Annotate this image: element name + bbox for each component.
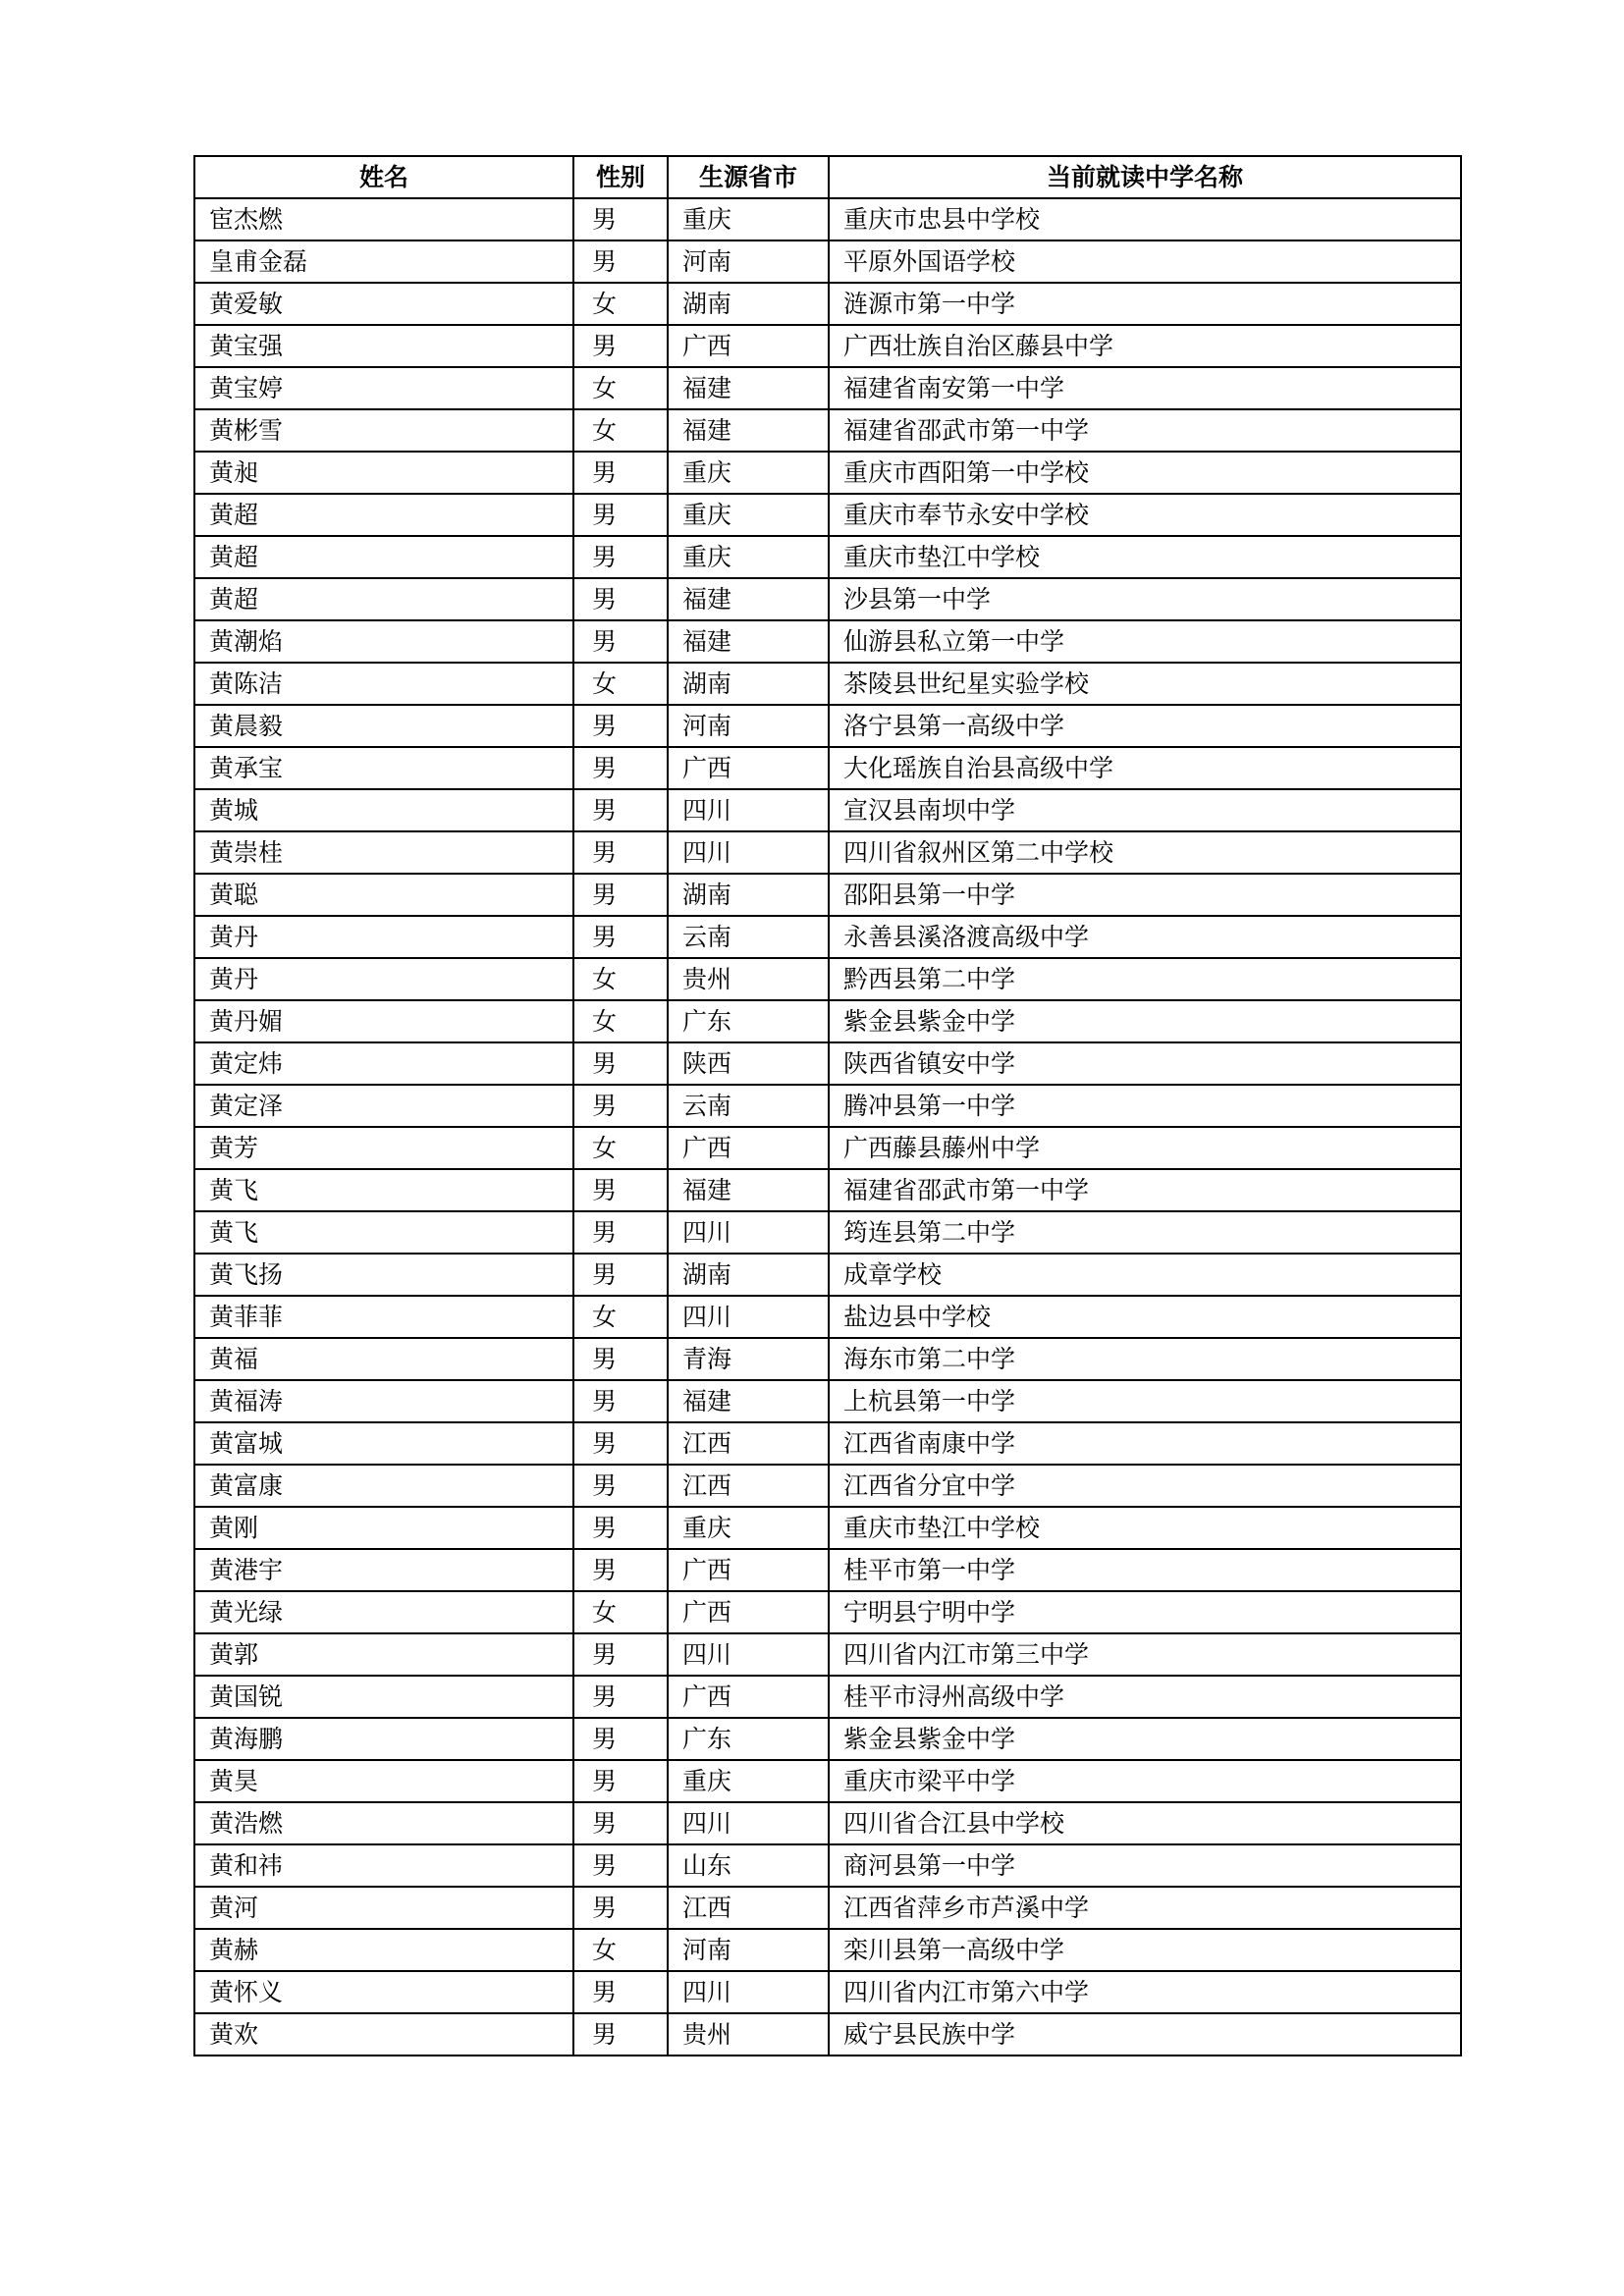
- cell-gender: 男: [573, 1633, 668, 1676]
- table-row: [194, 1465, 1461, 1507]
- table-row: [194, 198, 1461, 240]
- cell-name: 皇甫金磊: [194, 240, 573, 283]
- cell-gender: 男: [573, 1465, 668, 1507]
- cell-gender: 男: [573, 1676, 668, 1718]
- cell-province: 湖南: [668, 874, 829, 916]
- cell-gender: 男: [573, 1549, 668, 1591]
- cell-gender: 男: [573, 1338, 668, 1380]
- table-row: [194, 1718, 1461, 1760]
- cell-school: 桂平市浔州高级中学: [829, 1676, 1461, 1718]
- cell-province: 四川: [668, 789, 829, 831]
- cell-province: 重庆: [668, 494, 829, 536]
- cell-province: 湖南: [668, 1254, 829, 1296]
- table-row: [194, 494, 1461, 536]
- header-gender: 性别: [573, 156, 668, 198]
- cell-name: 黄爱敏: [194, 283, 573, 325]
- cell-gender: 女: [573, 1000, 668, 1042]
- cell-province: 四川: [668, 1971, 829, 2013]
- table-row: [194, 1338, 1461, 1380]
- cell-gender: 男: [573, 494, 668, 536]
- cell-gender: 女: [573, 409, 668, 452]
- cell-province: 福建: [668, 578, 829, 620]
- cell-province: 重庆: [668, 1507, 829, 1549]
- cell-gender: 女: [573, 283, 668, 325]
- cell-name: 黄承宝: [194, 747, 573, 789]
- table-row: [194, 747, 1461, 789]
- cell-name: 黄富康: [194, 1465, 573, 1507]
- cell-school: 涟源市第一中学: [829, 283, 1461, 325]
- cell-school: 大化瑶族自治县高级中学: [829, 747, 1461, 789]
- table-row: [194, 1000, 1461, 1042]
- cell-school: 重庆市奉节永安中学校: [829, 494, 1461, 536]
- cell-province: 广东: [668, 1000, 829, 1042]
- cell-name: 黄菲菲: [194, 1296, 573, 1338]
- cell-province: 云南: [668, 916, 829, 958]
- cell-school: 福建省邵武市第一中学: [829, 409, 1461, 452]
- table-row: [194, 958, 1461, 1000]
- table-row: [194, 1169, 1461, 1211]
- table-row: [194, 1127, 1461, 1169]
- cell-name: 黄郭: [194, 1633, 573, 1676]
- cell-school: 邵阳县第一中学: [829, 874, 1461, 916]
- table-row: [194, 620, 1461, 663]
- cell-school: 商河县第一中学: [829, 1844, 1461, 1887]
- cell-province: 广西: [668, 1549, 829, 1591]
- table-row: [194, 1929, 1461, 1971]
- cell-gender: 男: [573, 1380, 668, 1422]
- cell-gender: 女: [573, 1127, 668, 1169]
- cell-name: 黄超: [194, 578, 573, 620]
- cell-province: 江西: [668, 1887, 829, 1929]
- cell-name: 黄国锐: [194, 1676, 573, 1718]
- cell-province: 江西: [668, 1465, 829, 1507]
- cell-gender: 男: [573, 1887, 668, 1929]
- cell-name: 黄海鹏: [194, 1718, 573, 1760]
- cell-name: 黄怀义: [194, 1971, 573, 2013]
- table-row: [194, 705, 1461, 747]
- cell-name: 黄超: [194, 494, 573, 536]
- table-row: [194, 536, 1461, 578]
- table-row: [194, 1507, 1461, 1549]
- cell-gender: 男: [573, 1211, 668, 1254]
- cell-name: 黄超: [194, 536, 573, 578]
- cell-province: 陕西: [668, 1042, 829, 1085]
- cell-gender: 女: [573, 1591, 668, 1633]
- cell-school: 四川省合江县中学校: [829, 1802, 1461, 1844]
- header-school: 当前就读中学名称: [829, 156, 1461, 198]
- cell-name: 黄宝强: [194, 325, 573, 367]
- cell-gender: 男: [573, 831, 668, 874]
- table-row: [194, 578, 1461, 620]
- cell-province: 四川: [668, 831, 829, 874]
- cell-province: 四川: [668, 1802, 829, 1844]
- cell-gender: 男: [573, 325, 668, 367]
- cell-name: 黄定泽: [194, 1085, 573, 1127]
- cell-province: 重庆: [668, 452, 829, 494]
- table-row: [194, 409, 1461, 452]
- table-row: [194, 831, 1461, 874]
- cell-gender: 男: [573, 789, 668, 831]
- table-row: [194, 1549, 1461, 1591]
- student-list: [193, 155, 1460, 2056]
- cell-school: 陕西省镇安中学: [829, 1042, 1461, 1085]
- cell-province: 福建: [668, 409, 829, 452]
- cell-name: 黄欢: [194, 2013, 573, 2056]
- cell-school: 四川省内江市第三中学: [829, 1633, 1461, 1676]
- cell-province: 广西: [668, 1127, 829, 1169]
- cell-school: 重庆市垫江中学校: [829, 1507, 1461, 1549]
- cell-name: 黄飞扬: [194, 1254, 573, 1296]
- cell-province: 湖南: [668, 283, 829, 325]
- cell-school: 茶陵县世纪星实验学校: [829, 663, 1461, 705]
- cell-province: 四川: [668, 1633, 829, 1676]
- cell-gender: 男: [573, 1760, 668, 1802]
- cell-school: 盐边县中学校: [829, 1296, 1461, 1338]
- table-row: [194, 1887, 1461, 1929]
- cell-school: 紫金县紫金中学: [829, 1718, 1461, 1760]
- cell-school: 四川省叙州区第二中学校: [829, 831, 1461, 874]
- cell-gender: 男: [573, 1802, 668, 1844]
- cell-gender: 男: [573, 1844, 668, 1887]
- cell-province: 福建: [668, 1169, 829, 1211]
- cell-school: 成章学校: [829, 1254, 1461, 1296]
- cell-name: 黄丹媚: [194, 1000, 573, 1042]
- cell-gender: 男: [573, 1507, 668, 1549]
- table-row: [194, 1591, 1461, 1633]
- cell-gender: 男: [573, 874, 668, 916]
- cell-gender: 男: [573, 620, 668, 663]
- table-row: [194, 240, 1461, 283]
- cell-school: 海东市第二中学: [829, 1338, 1461, 1380]
- cell-province: 广西: [668, 1676, 829, 1718]
- cell-name: 黄福涛: [194, 1380, 573, 1422]
- cell-name: 黄飞: [194, 1211, 573, 1254]
- cell-school: 重庆市忠县中学校: [829, 198, 1461, 240]
- cell-name: 黄崇桂: [194, 831, 573, 874]
- cell-name: 黄赫: [194, 1929, 573, 1971]
- table-row: [194, 1380, 1461, 1422]
- cell-school: 宁明县宁明中学: [829, 1591, 1461, 1633]
- cell-province: 贵州: [668, 2013, 829, 2056]
- cell-gender: 男: [573, 1085, 668, 1127]
- cell-school: 腾冲县第一中学: [829, 1085, 1461, 1127]
- table-row: [194, 1254, 1461, 1296]
- cell-province: 广东: [668, 1718, 829, 1760]
- cell-province: 江西: [668, 1422, 829, 1465]
- cell-name: 黄芳: [194, 1127, 573, 1169]
- student-table: [193, 155, 1462, 2056]
- cell-gender: 女: [573, 663, 668, 705]
- cell-province: 贵州: [668, 958, 829, 1000]
- cell-school: 广西壮族自治区藤县中学: [829, 325, 1461, 367]
- cell-name: 黄飞: [194, 1169, 573, 1211]
- cell-province: 重庆: [668, 536, 829, 578]
- table-row: [194, 1760, 1461, 1802]
- cell-gender: 男: [573, 536, 668, 578]
- cell-province: 青海: [668, 1338, 829, 1380]
- header-province: 生源省市: [668, 156, 829, 198]
- cell-name: 黄彬雪: [194, 409, 573, 452]
- cell-school: 重庆市梁平中学: [829, 1760, 1461, 1802]
- cell-province: 福建: [668, 620, 829, 663]
- cell-gender: 男: [573, 452, 668, 494]
- cell-province: 重庆: [668, 1760, 829, 1802]
- table-row: [194, 452, 1461, 494]
- table-row: [194, 874, 1461, 916]
- cell-school: 黔西县第二中学: [829, 958, 1461, 1000]
- cell-province: 河南: [668, 240, 829, 283]
- cell-province: 重庆: [668, 198, 829, 240]
- cell-school: 桂平市第一中学: [829, 1549, 1461, 1591]
- table-row: [194, 1971, 1461, 2013]
- cell-school: 筠连县第二中学: [829, 1211, 1461, 1254]
- cell-province: 四川: [668, 1211, 829, 1254]
- cell-name: 黄丹: [194, 916, 573, 958]
- cell-gender: 男: [573, 705, 668, 747]
- table-row: [194, 1676, 1461, 1718]
- cell-province: 河南: [668, 1929, 829, 1971]
- cell-name: 黄港宇: [194, 1549, 573, 1591]
- cell-gender: 男: [573, 240, 668, 283]
- cell-school: 福建省南安第一中学: [829, 367, 1461, 409]
- cell-gender: 男: [573, 747, 668, 789]
- cell-school: 上杭县第一中学: [829, 1380, 1461, 1422]
- cell-name: 黄昊: [194, 1760, 573, 1802]
- cell-name: 黄富城: [194, 1422, 573, 1465]
- cell-name: 黄潮焰: [194, 620, 573, 663]
- cell-province: 福建: [668, 367, 829, 409]
- table-row: [194, 1042, 1461, 1085]
- table-row: [194, 367, 1461, 409]
- cell-school: 江西省南康中学: [829, 1422, 1461, 1465]
- table-row: [194, 1211, 1461, 1254]
- cell-gender: 女: [573, 367, 668, 409]
- table-row: [194, 2013, 1461, 2056]
- cell-province: 四川: [668, 1296, 829, 1338]
- cell-name: 黄昶: [194, 452, 573, 494]
- cell-gender: 男: [573, 198, 668, 240]
- table-body: [194, 198, 1461, 2056]
- cell-name: 黄聪: [194, 874, 573, 916]
- cell-gender: 男: [573, 1971, 668, 2013]
- table-row: [194, 916, 1461, 958]
- cell-province: 河南: [668, 705, 829, 747]
- cell-province: 广西: [668, 325, 829, 367]
- cell-school: 四川省内江市第六中学: [829, 1971, 1461, 2013]
- cell-gender: 女: [573, 1929, 668, 1971]
- header-name: 姓名: [194, 156, 573, 198]
- cell-school: 福建省邵武市第一中学: [829, 1169, 1461, 1211]
- cell-name: 黄陈洁: [194, 663, 573, 705]
- cell-gender: 男: [573, 1169, 668, 1211]
- cell-gender: 男: [573, 578, 668, 620]
- cell-province: 广西: [668, 1591, 829, 1633]
- cell-name: 黄城: [194, 789, 573, 831]
- cell-gender: 男: [573, 1254, 668, 1296]
- cell-name: 宦杰燃: [194, 198, 573, 240]
- cell-school: 永善县溪洛渡高级中学: [829, 916, 1461, 958]
- cell-gender: 男: [573, 1422, 668, 1465]
- cell-name: 黄和祎: [194, 1844, 573, 1887]
- cell-province: 湖南: [668, 663, 829, 705]
- cell-school: 平原外国语学校: [829, 240, 1461, 283]
- cell-school: 重庆市酉阳第一中学校: [829, 452, 1461, 494]
- cell-province: 福建: [668, 1380, 829, 1422]
- cell-gender: 女: [573, 958, 668, 1000]
- table-row: [194, 663, 1461, 705]
- cell-name: 黄光绿: [194, 1591, 573, 1633]
- cell-province: 山东: [668, 1844, 829, 1887]
- cell-province: 广西: [668, 747, 829, 789]
- table-row: [194, 1844, 1461, 1887]
- cell-school: 沙县第一中学: [829, 578, 1461, 620]
- cell-school: 江西省萍乡市芦溪中学: [829, 1887, 1461, 1929]
- table-row: [194, 325, 1461, 367]
- cell-school: 宣汉县南坝中学: [829, 789, 1461, 831]
- cell-school: 威宁县民族中学: [829, 2013, 1461, 2056]
- table-row: [194, 1085, 1461, 1127]
- cell-school: 紫金县紫金中学: [829, 1000, 1461, 1042]
- cell-school: 广西藤县藤州中学: [829, 1127, 1461, 1169]
- table-row: [194, 789, 1461, 831]
- table-row: [194, 1633, 1461, 1676]
- cell-name: 黄定炜: [194, 1042, 573, 1085]
- header-row: [194, 156, 1461, 198]
- table-row: [194, 283, 1461, 325]
- cell-name: 黄浩燃: [194, 1802, 573, 1844]
- cell-gender: 男: [573, 916, 668, 958]
- cell-school: 重庆市垫江中学校: [829, 536, 1461, 578]
- cell-school: 栾川县第一高级中学: [829, 1929, 1461, 1971]
- table-row: [194, 1296, 1461, 1338]
- cell-gender: 女: [573, 1296, 668, 1338]
- cell-name: 黄福: [194, 1338, 573, 1380]
- cell-school: 江西省分宜中学: [829, 1465, 1461, 1507]
- cell-name: 黄河: [194, 1887, 573, 1929]
- cell-gender: 男: [573, 1042, 668, 1085]
- cell-school: 仙游县私立第一中学: [829, 620, 1461, 663]
- table-row: [194, 1802, 1461, 1844]
- cell-name: 黄宝婷: [194, 367, 573, 409]
- cell-name: 黄刚: [194, 1507, 573, 1549]
- cell-gender: 男: [573, 1718, 668, 1760]
- cell-province: 云南: [668, 1085, 829, 1127]
- cell-school: 洛宁县第一高级中学: [829, 705, 1461, 747]
- cell-name: 黄丹: [194, 958, 573, 1000]
- cell-gender: 男: [573, 2013, 668, 2056]
- table-row: [194, 1422, 1461, 1465]
- cell-name: 黄晨毅: [194, 705, 573, 747]
